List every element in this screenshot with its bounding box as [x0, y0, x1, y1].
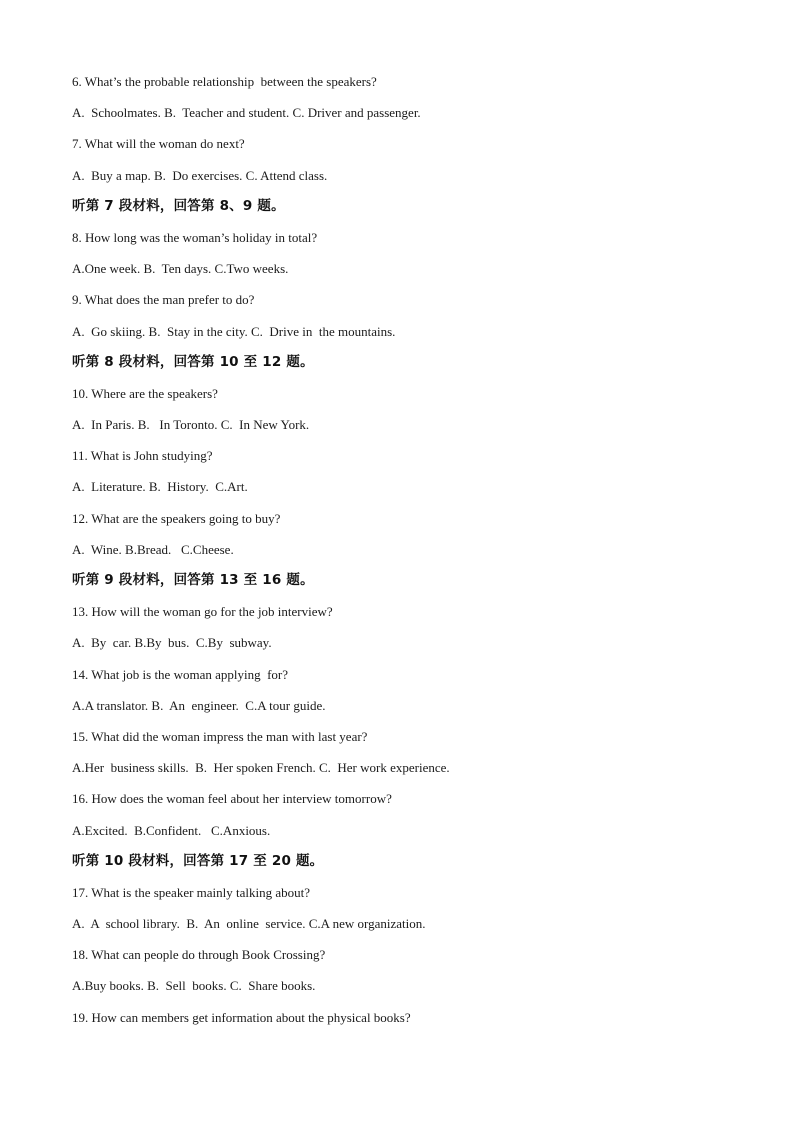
section-heading-passage-7: 听第 7 段材料，回答第 8、9 题。 [72, 197, 285, 214]
options-6: A. Schoolmates. B. Teacher and student. C. Driver and passenger. [72, 105, 421, 121]
question-8: 8. How long was the woman’s holiday in total? [72, 229, 318, 245]
options-12: A. Wine. B.Bread. C.Cheese. [72, 541, 234, 557]
options-15: A.Her business skills. B. Her spoken French. C. Her work experience. [72, 760, 450, 776]
question-18: 18. What can people do through Book Crossing? [72, 947, 326, 963]
options-11: A. Literature. B. History. C.Art. [72, 479, 248, 495]
options-9: A. Go skiing. B. Stay in the city. C. Drive in the mountains. [72, 323, 396, 339]
options-14: A.A translator. B. An engineer. C.A tour guide. [72, 697, 326, 713]
question-19: 19. How can members get information about the physical books? [72, 1009, 411, 1025]
question-15: 15. What did the woman impress the man with last year? [72, 728, 368, 744]
question-7: 7. What will the woman do next? [72, 136, 245, 152]
question-11: 11. What is John studying? [72, 448, 213, 464]
options-10: A. In Paris. B. In Toronto. C. In New York. [72, 417, 310, 433]
question-16: 16. How does the woman feel about her interview tomorrow? [72, 791, 392, 807]
question-12: 12. What are the speakers going to buy? [72, 510, 281, 526]
question-13: 13. How will the woman go for the job interview? [72, 604, 333, 620]
options-7: A. Buy a map. B. Do exercises. C. Attend class. [72, 167, 328, 183]
options-18: A.Buy books. B. Sell books. C. Share books. [72, 978, 316, 994]
options-8: A.One week. B. Ten days. C.Two weeks. [72, 261, 289, 277]
options-17: A. A school library. B. An online service. C.A new organization. [72, 916, 426, 932]
question-9: 9. What does the man prefer to do? [72, 292, 255, 308]
question-14: 14. What job is the woman applying for? [72, 666, 289, 682]
question-6: 6. What’s the probable relationship between the speakers? [72, 74, 377, 89]
section-heading-passage-10: 听第 10 段材料，回答第 17 至 20 题。 [72, 852, 324, 869]
options-13: A. By car. B.By bus. C.By subway. [72, 635, 272, 651]
question-10: 10. Where are the speakers? [72, 385, 218, 401]
question-17: 17. What is the speaker mainly talking about? [72, 884, 311, 900]
section-heading-passage-9: 听第 9 段材料，回答第 13 至 16 题。 [72, 572, 314, 588]
section-heading-passage-8: 听第 8 段材料，回答第 10 至 12 题。 [72, 353, 314, 370]
options-16: A.Excited. B.Confident. C.Anxious. [72, 822, 271, 838]
